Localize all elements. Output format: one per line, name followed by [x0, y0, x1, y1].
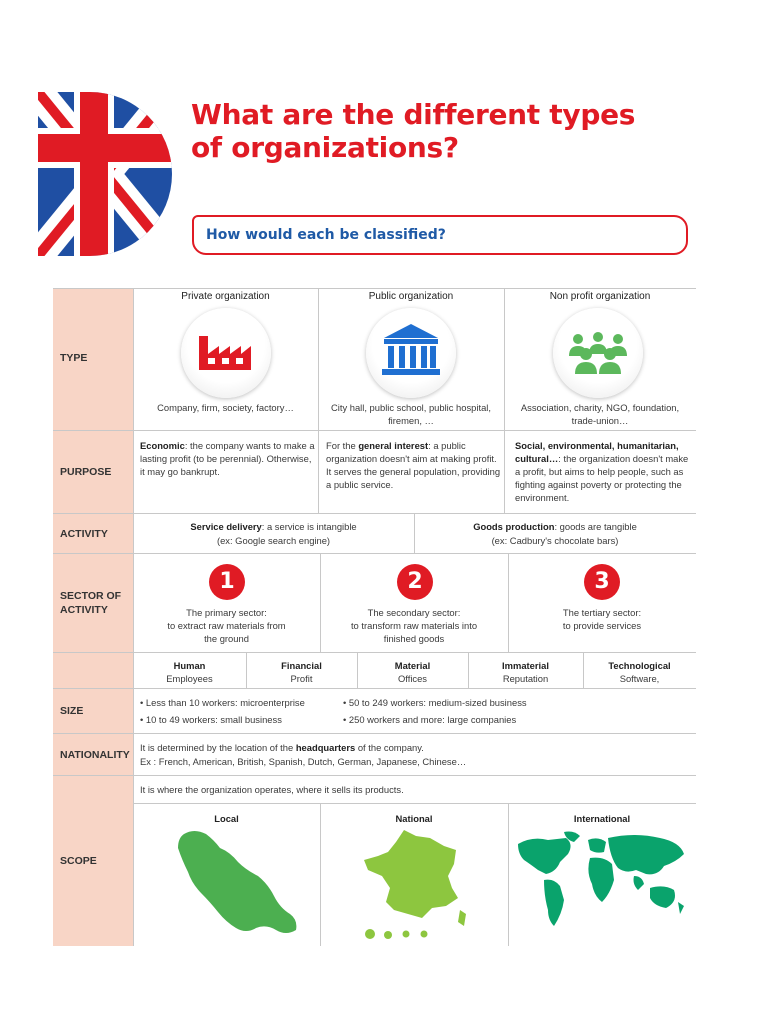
title-line-1: What are the different types [191, 98, 636, 131]
row-divider [53, 652, 696, 653]
scope-intro: It is where the organization operates, where it sells its products. [140, 784, 404, 795]
scope-international-label: International [573, 813, 631, 824]
union-jack-flag [38, 92, 172, 256]
row-label-activity: ACTIVITY [60, 528, 108, 540]
row-label-column [53, 288, 133, 946]
activity-service-example: (ex: Google search engine) [216, 535, 331, 546]
row-label-size: SIZE [60, 705, 84, 717]
factory-icon [181, 308, 271, 398]
scope-national-label: National [395, 813, 433, 824]
column-divider [508, 553, 509, 652]
private-icon-circle [181, 308, 271, 398]
activity-service-bold: Service delivery [190, 521, 262, 532]
row-label-purpose: PURPOSE [60, 466, 112, 478]
row-label-sector-line-1: SECTOR OF [60, 590, 122, 602]
activity-service [133, 520, 414, 533]
resource-human-example: Employees [166, 673, 213, 684]
local-map-island-icon [172, 826, 312, 941]
header-private-organization: Private organization [181, 291, 270, 302]
purpose-nonprofit [515, 439, 693, 504]
resource-immaterial: Immaterial [502, 660, 549, 671]
row-divider [53, 688, 696, 689]
row-divider [133, 803, 696, 804]
purpose-public-text: : a public organization doesn't aim at making profit. It serves the general population, providing a public service. [326, 440, 501, 490]
resource-material-example: Offices [397, 673, 427, 684]
national-map-france-icon [360, 826, 470, 941]
nationality-definition [140, 741, 690, 754]
activity-service-text: : a service is intangible [261, 521, 357, 532]
purpose-nonprofit-bold: Social, environmental, humanitarian, cultural… [515, 440, 679, 464]
purpose-private [140, 439, 315, 478]
purpose-public [326, 439, 501, 491]
public-examples-line-1: City hall, public school, public hospital, [331, 402, 491, 413]
header-nonprofit-organization: Non profit organization [549, 291, 651, 302]
purpose-private-text: : the company wants to make a lasting profit (to be perennial). Otherwise, it may go bankrupt. [140, 440, 315, 477]
activity-goods-example: (ex: Cadbury's chocolate bars) [491, 535, 619, 546]
row-divider [53, 430, 696, 431]
sector-1-line-2: to extract raw materials from [167, 620, 286, 631]
activity-goods-text: : goods are tangible [554, 521, 637, 532]
row-divider [53, 513, 696, 514]
size-microenterprise: • Less than 10 workers: microenterprise [140, 697, 305, 708]
private-examples: Company, firm, society, factory… [157, 402, 294, 413]
resource-technological-example: Software, [619, 673, 660, 684]
table-top-border [53, 288, 696, 289]
sector-2-line-1: The secondary sector: [367, 607, 461, 618]
row-label-sector-line-2: ACTIVITY [60, 604, 108, 616]
international-map-world-icon [514, 830, 690, 935]
activity-goods [414, 520, 696, 533]
nationality-pre: It is determined by the location of the [140, 742, 296, 753]
public-icon-circle [366, 308, 456, 398]
sector-1-line-1: The primary sector: [186, 607, 267, 618]
size-large-companies: • 250 workers and more: large companies [343, 714, 517, 725]
sector-number-1: 1 [209, 564, 245, 600]
sector-2-line-3: finished goods [383, 633, 445, 644]
scope-local-label: Local [214, 813, 239, 824]
column-divider [414, 513, 415, 553]
resource-financial-example: Profit [290, 673, 313, 684]
subtitle-box [192, 215, 688, 255]
resource-immaterial-example: Reputation [502, 673, 549, 684]
public-examples-line-2: firemen, … [388, 415, 434, 426]
purpose-public-bold: general interest [358, 440, 429, 451]
purpose-nonprofit-text: : the organization doesn't make a profit, but aims to help people, such as fighting against poverty or protecting the environment. [515, 453, 689, 503]
title-line-2: of organizations? [191, 131, 459, 164]
sector-1-line-3: the ground [204, 633, 249, 644]
resource-financial: Financial [281, 660, 322, 671]
row-label-nationality: NATIONALITY [60, 749, 130, 761]
sector-3-line-1: The tertiary sector: [562, 607, 642, 618]
sector-number-3: 3 [584, 564, 620, 600]
sector-2-line-2: to transform raw materials into [350, 620, 478, 631]
purpose-private-bold: Economic [140, 440, 185, 451]
resource-material: Material [394, 660, 431, 671]
purpose-public-pre: For the [326, 440, 359, 451]
nonprofit-examples-line-1: Association, charity, NGO, foundation, [520, 402, 680, 413]
size-small-business: • 10 to 49 workers: small business [140, 714, 282, 725]
activity-goods-bold: Goods production [473, 521, 555, 532]
nationality-examples: Ex : French, American, British, Spanish, Dutch, German, Japanese, Chinese… [140, 756, 467, 767]
page-title [191, 98, 711, 164]
nationality-bold: headquarters [295, 742, 356, 753]
row-divider [53, 775, 696, 776]
header-public-organization: Public organization [368, 291, 454, 302]
resource-human: Human [173, 660, 206, 671]
size-medium-business: • 50 to 249 workers: medium-sized business [343, 697, 527, 708]
sector-number-2: 2 [397, 564, 433, 600]
row-label-scope: SCOPE [60, 855, 97, 867]
group-of-people-icon [553, 308, 643, 398]
row-divider [53, 733, 696, 734]
row-label-type: TYPE [60, 352, 88, 364]
nationality-post: of the company. [355, 742, 424, 753]
subtitle: How would each be classified? [206, 227, 446, 243]
row-divider [53, 553, 696, 554]
nonprofit-icon-circle [553, 308, 643, 398]
public-building-icon [366, 308, 456, 398]
resource-technological: Technological [608, 660, 671, 671]
sector-3-line-2: to provide services [562, 620, 642, 631]
nonprofit-examples-line-2: trade-union… [571, 415, 629, 426]
